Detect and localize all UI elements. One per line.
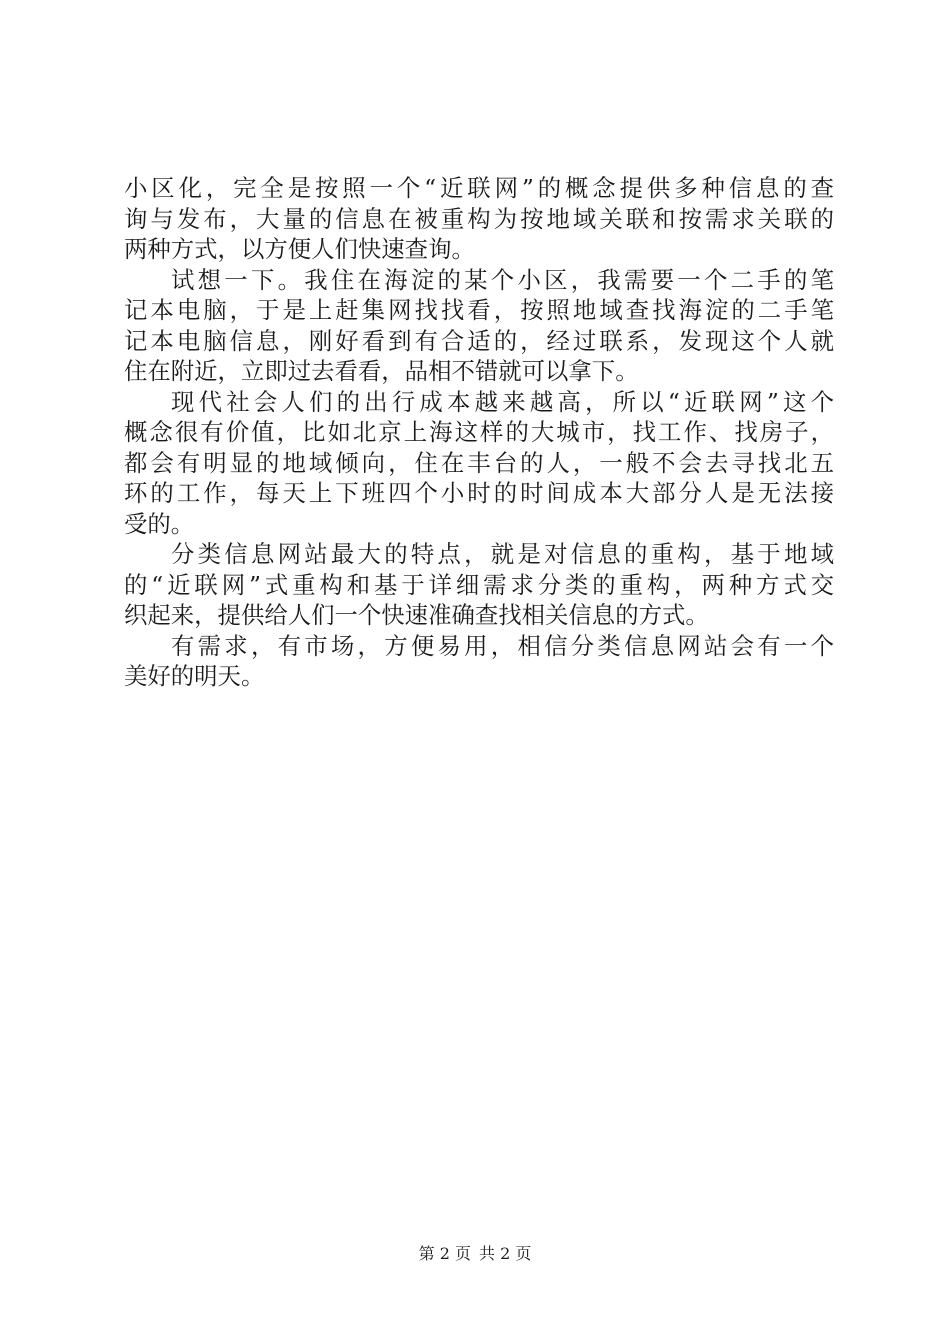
text-line: 有需求，有市场，方便易用，相信分类信息网站会有一个 (171, 631, 834, 660)
text-line: 记本电脑信息，刚好看到有合适的，经过联系，发现这个人就 (124, 326, 834, 355)
page-total: 共 2 页 (479, 1244, 532, 1263)
paragraph-5 (124, 631, 834, 692)
text-line: 询与发布，大量的信息在被重构为按地域关联和按需求关联的 (124, 204, 834, 233)
text-line: 住在附近，立即过去看看，品相不错就可以拿下。 (124, 357, 639, 385)
text-line: 的“近联网”式重构和基于详细需求分类的重构，两种方式交 (124, 570, 834, 599)
paragraph-4 (124, 539, 834, 631)
text-line: 现代社会人们的出行成本越来越高，所以“近联网”这个 (171, 387, 834, 416)
text-line: 小区化，完全是按照一个“近联网”的概念提供多种信息的查 (124, 174, 834, 202)
paragraph-1 (124, 173, 834, 265)
text-line: 试想一下。我住在海淀的某个小区，我需要一个二手的笔 (171, 265, 834, 294)
page-number: 第 2 页 (418, 1244, 471, 1263)
text-line: 织起来，提供给人们一个快速准确查找相关信息的方式。 (124, 601, 709, 629)
text-line: 记本电脑，于是上赶集网找找看，按照地域查找海淀的二手笔 (124, 296, 834, 324)
text-line: 受的。 (124, 509, 195, 538)
paragraph-2 (124, 265, 834, 387)
text-line: 分类信息网站最大的特点，就是对信息的重构，基于地域 (171, 540, 834, 568)
document-body (124, 173, 834, 692)
text-line: 环的工作，每天上下班四个小时的时间成本大部分人是无法接 (124, 479, 834, 507)
paragraph-3 (124, 387, 834, 540)
text-line: 概念很有价值，比如北京上海这样的大城市，找工作、找房子， (124, 418, 834, 446)
text-line: 美好的明天。 (124, 662, 265, 690)
text-line: 都会有明显的地域倾向，住在丰台的人，一般不会去寻找北五 (124, 448, 834, 477)
text-line: 两种方式，以方便人们快速查询。 (124, 235, 475, 263)
page-footer (0, 1244, 950, 1264)
